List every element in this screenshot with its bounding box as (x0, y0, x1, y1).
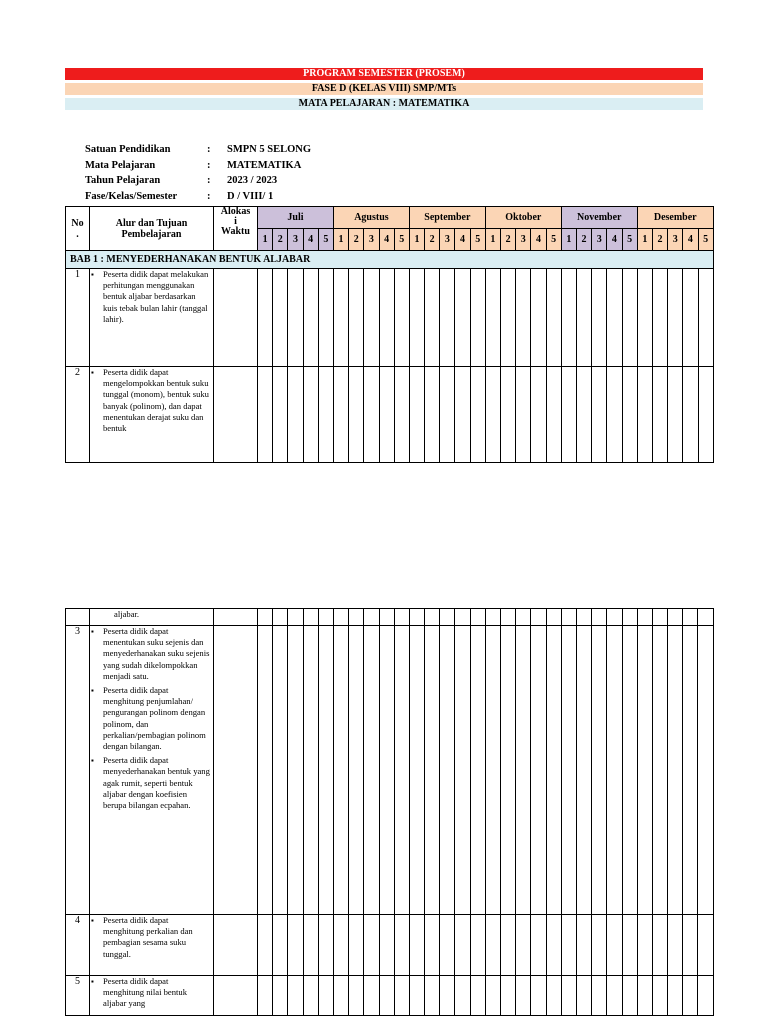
week-cell (349, 976, 364, 1016)
week-cell (394, 609, 409, 626)
objective-item: ▪ Peserta didik dapat menentukan suku sejenis dan menyederhanakan suku sejenis yang sudah dikelompokkan menjadi satu. (103, 626, 211, 682)
week-cell (485, 915, 500, 976)
week-cell (607, 915, 622, 976)
week-cell (379, 976, 394, 1016)
info-value: MATEMATIKA (227, 159, 302, 171)
week-cell (592, 367, 607, 463)
week-cell (318, 367, 333, 463)
week-cell (668, 626, 683, 915)
week-cell (303, 915, 318, 976)
week-cell (516, 915, 531, 976)
week-cell (425, 269, 440, 367)
week-cell (273, 269, 288, 367)
week-cell (288, 367, 303, 463)
week-cell (652, 915, 667, 976)
info-label: Satuan Pendidikan (85, 144, 171, 155)
week-cell (607, 626, 622, 915)
week-cell (668, 269, 683, 367)
week-number: 1 (561, 229, 576, 251)
week-cell (303, 626, 318, 915)
week-cell (683, 626, 698, 915)
week-cell (637, 367, 652, 463)
week-cell (333, 367, 348, 463)
week-cell (440, 367, 455, 463)
week-cell (409, 976, 424, 1016)
objective-cell (90, 915, 214, 976)
week-cell (273, 626, 288, 915)
week-cell (303, 269, 318, 367)
week-cell (668, 609, 683, 626)
week-cell (698, 609, 713, 626)
week-cell (607, 976, 622, 1016)
week-number: 4 (379, 229, 394, 251)
col-alur-header: Alur dan Tujuan Pembelajaran (90, 207, 214, 251)
week-cell (485, 269, 500, 367)
week-number: 5 (470, 229, 485, 251)
week-cell (394, 367, 409, 463)
objective-cell (90, 269, 214, 367)
week-cell (258, 269, 273, 367)
week-cell (349, 269, 364, 367)
info-label: Mata Pelajaran (85, 159, 156, 171)
week-cell (607, 609, 622, 626)
week-number: 2 (349, 229, 364, 251)
week-cell (501, 976, 516, 1016)
week-cell (501, 626, 516, 915)
week-cell (455, 626, 470, 915)
week-cell (652, 626, 667, 915)
week-cell (546, 367, 561, 463)
week-number: 2 (273, 229, 288, 251)
col-no-header: No . (66, 207, 90, 251)
week-cell (273, 367, 288, 463)
week-cell (531, 626, 546, 915)
week-cell (318, 269, 333, 367)
continuation-text: aljabar. (90, 609, 214, 626)
month-header: Desember (637, 207, 713, 229)
week-cell (485, 976, 500, 1016)
week-cell (622, 609, 637, 626)
week-cell (394, 976, 409, 1016)
week-cell (531, 915, 546, 976)
week-cell (364, 367, 379, 463)
week-cell (485, 626, 500, 915)
week-cell (561, 915, 576, 976)
week-cell (576, 915, 591, 976)
week-cell (470, 269, 485, 367)
week-cell (683, 976, 698, 1016)
week-cell (698, 626, 713, 915)
week-cell (683, 367, 698, 463)
week-cell (425, 367, 440, 463)
week-number: 3 (364, 229, 379, 251)
week-cell (425, 915, 440, 976)
info-value: 2023 / 2023 (227, 175, 278, 186)
week-cell (561, 367, 576, 463)
week-cell (501, 367, 516, 463)
week-cell (409, 626, 424, 915)
info-value: SMPN 5 SELONG (227, 144, 312, 155)
info-colon: : (207, 190, 211, 202)
week-cell (561, 269, 576, 367)
alokasi-cell (214, 609, 258, 626)
week-cell (652, 269, 667, 367)
week-cell (576, 976, 591, 1016)
week-cell (425, 609, 440, 626)
week-cell (698, 915, 713, 976)
month-header: Juli (258, 207, 334, 229)
objective-cell (90, 626, 214, 915)
week-number: 2 (652, 229, 667, 251)
objective-item: ▪ Peserta didik dapat menyederhanakan bentuk yang agak rumit, seperti bentuk aljabar dengan koefisien berupa bilangan ecpahan. (103, 755, 211, 811)
week-cell (592, 976, 607, 1016)
week-cell (683, 269, 698, 367)
week-cell (607, 269, 622, 367)
week-cell (440, 269, 455, 367)
week-cell (273, 976, 288, 1016)
week-cell (425, 626, 440, 915)
week-cell (546, 609, 561, 626)
week-cell (652, 367, 667, 463)
week-cell (622, 626, 637, 915)
week-cell (561, 976, 576, 1016)
week-cell (501, 915, 516, 976)
week-number: 5 (698, 229, 713, 251)
week-cell (622, 976, 637, 1016)
week-number: 4 (607, 229, 622, 251)
week-number: 4 (531, 229, 546, 251)
week-cell (318, 609, 333, 626)
week-cell (440, 915, 455, 976)
week-number: 3 (516, 229, 531, 251)
week-cell (622, 915, 637, 976)
week-cell (592, 269, 607, 367)
week-cell (531, 269, 546, 367)
week-cell (592, 609, 607, 626)
info-colon: : (207, 175, 211, 186)
week-number: 2 (576, 229, 591, 251)
week-cell (349, 367, 364, 463)
week-cell (394, 269, 409, 367)
week-number: 3 (668, 229, 683, 251)
week-cell (470, 367, 485, 463)
week-cell (258, 976, 273, 1016)
week-number: 5 (318, 229, 333, 251)
week-cell (409, 915, 424, 976)
week-cell (652, 976, 667, 1016)
week-cell (683, 915, 698, 976)
week-cell (349, 915, 364, 976)
info-value: D / VIII/ 1 (227, 190, 274, 202)
week-cell (455, 367, 470, 463)
week-cell (546, 976, 561, 1016)
week-cell (470, 609, 485, 626)
week-cell (516, 626, 531, 915)
week-cell (379, 269, 394, 367)
week-cell (333, 976, 348, 1016)
week-cell (258, 609, 273, 626)
objective-cell (90, 976, 214, 1016)
week-cell (470, 976, 485, 1016)
week-cell (303, 367, 318, 463)
week-cell (303, 609, 318, 626)
month-header: Agustus (333, 207, 409, 229)
week-cell (364, 609, 379, 626)
week-cell (516, 609, 531, 626)
week-cell (288, 609, 303, 626)
week-cell (607, 367, 622, 463)
objective-cell (90, 367, 214, 463)
fase-band: FASE D (KELAS VIII) SMP/MTs (65, 83, 703, 95)
week-number: 1 (485, 229, 500, 251)
week-cell (409, 367, 424, 463)
schedule-table (65, 206, 714, 463)
info-colon: : (207, 159, 211, 171)
week-cell (470, 915, 485, 976)
week-cell (379, 367, 394, 463)
week-cell (592, 915, 607, 976)
week-cell (409, 609, 424, 626)
week-cell (576, 609, 591, 626)
row-number: 5 (66, 976, 90, 1016)
week-cell (258, 626, 273, 915)
week-cell (288, 269, 303, 367)
week-cell (637, 915, 652, 976)
alokasi-cell (214, 626, 258, 915)
week-cell (349, 609, 364, 626)
week-cell (364, 915, 379, 976)
week-cell (546, 626, 561, 915)
objective-item: ▪ Peserta didik dapat mengelompokkan bentuk suku tunggal (monom), bentuk suku banyak (polinom), dan dapat menentukan derajat suku dan bentuk (103, 367, 211, 434)
objective-item: ▪ Peserta didik dapat menghitung perkalian dan pembagian sesama suku tunggal. (103, 915, 211, 960)
week-cell (409, 269, 424, 367)
week-cell (516, 976, 531, 1016)
week-cell (637, 976, 652, 1016)
week-number: 1 (333, 229, 348, 251)
week-cell (576, 626, 591, 915)
week-cell (668, 367, 683, 463)
week-number: 3 (440, 229, 455, 251)
week-cell (622, 367, 637, 463)
week-cell (258, 367, 273, 463)
week-cell (273, 609, 288, 626)
week-cell (379, 626, 394, 915)
week-cell (576, 269, 591, 367)
alokasi-cell (214, 367, 258, 463)
week-cell (576, 367, 591, 463)
week-cell (273, 915, 288, 976)
week-cell (349, 626, 364, 915)
week-number: 4 (455, 229, 470, 251)
week-cell (440, 976, 455, 1016)
week-cell (561, 626, 576, 915)
objective-item: ▪ Peserta didik dapat menghitung nilai bentuk aljabar yang (103, 976, 211, 1010)
week-cell (531, 609, 546, 626)
objective-item: ▪ Peserta didik dapat melakukan perhitungan menggunakan bentuk aljabar berdasarkan kuis tebak bulan lahir (tanggal lahir). (103, 269, 211, 325)
alokasi-cell (214, 915, 258, 976)
month-header: Oktober (485, 207, 561, 229)
week-cell (668, 915, 683, 976)
week-cell (455, 609, 470, 626)
row-number: 3 (66, 626, 90, 915)
week-cell (318, 915, 333, 976)
week-cell (318, 976, 333, 1016)
month-header: November (561, 207, 637, 229)
week-cell (501, 609, 516, 626)
week-cell (668, 976, 683, 1016)
week-number: 5 (546, 229, 561, 251)
week-cell (333, 915, 348, 976)
row-number: 4 (66, 915, 90, 976)
week-cell (379, 609, 394, 626)
week-cell (333, 269, 348, 367)
week-cell (683, 609, 698, 626)
week-cell (394, 626, 409, 915)
week-cell (440, 626, 455, 915)
week-cell (364, 976, 379, 1016)
col-alokasi-header: Alokas i Waktu (214, 207, 258, 251)
alokasi-cell (214, 976, 258, 1016)
info-label: Tahun Pelajaran (85, 175, 161, 186)
week-number: 4 (303, 229, 318, 251)
week-cell (394, 915, 409, 976)
week-cell (546, 269, 561, 367)
week-number: 2 (501, 229, 516, 251)
week-cell (652, 609, 667, 626)
week-cell (318, 626, 333, 915)
week-number: 3 (592, 229, 607, 251)
week-number: 1 (637, 229, 652, 251)
week-cell (470, 626, 485, 915)
week-cell (364, 626, 379, 915)
month-header: September (409, 207, 485, 229)
week-cell (622, 269, 637, 367)
mapel-band: MATA PELAJARAN : MATEMATIKA (65, 98, 703, 110)
week-cell (303, 976, 318, 1016)
week-cell (455, 269, 470, 367)
week-cell (333, 609, 348, 626)
title-band: PROGRAM SEMESTER (PROSEM) (65, 68, 703, 80)
week-cell (288, 976, 303, 1016)
week-number: 4 (683, 229, 698, 251)
objective-item: ▪ Peserta didik dapat menghitung penjumlahan/ pengurangan polinom dengan polinom, dan perkalian/pembagian polinom dengan bilangan. (103, 685, 211, 752)
week-cell (592, 626, 607, 915)
week-cell (546, 915, 561, 976)
week-cell (288, 915, 303, 976)
schedule-table-continued (65, 608, 714, 1016)
row-number: 1 (66, 269, 90, 367)
week-cell (516, 367, 531, 463)
week-cell (485, 367, 500, 463)
week-cell (333, 626, 348, 915)
week-cell (485, 609, 500, 626)
week-number: 1 (409, 229, 424, 251)
week-cell (637, 609, 652, 626)
week-cell (698, 367, 713, 463)
week-number: 5 (622, 229, 637, 251)
week-cell (698, 976, 713, 1016)
week-cell (364, 269, 379, 367)
week-cell (501, 269, 516, 367)
week-number: 3 (288, 229, 303, 251)
info-label: Fase/Kelas/Semester (85, 190, 178, 202)
week-cell (455, 915, 470, 976)
row-number: 2 (66, 367, 90, 463)
week-cell (258, 915, 273, 976)
week-cell (288, 626, 303, 915)
alokasi-cell (214, 269, 258, 367)
week-cell (440, 609, 455, 626)
info-colon: : (207, 144, 211, 155)
week-number: 1 (258, 229, 273, 251)
week-cell (379, 915, 394, 976)
week-cell (561, 609, 576, 626)
week-cell (516, 269, 531, 367)
week-number: 5 (394, 229, 409, 251)
bab-title: BAB 1 : MENYEDERHANAKAN BENTUK ALJABAR (66, 251, 714, 269)
week-number: 2 (425, 229, 440, 251)
week-cell (637, 626, 652, 915)
week-cell (425, 976, 440, 1016)
week-cell (698, 269, 713, 367)
week-cell (455, 976, 470, 1016)
week-cell (531, 976, 546, 1016)
week-cell (637, 269, 652, 367)
week-cell (531, 367, 546, 463)
row-number (66, 609, 90, 626)
